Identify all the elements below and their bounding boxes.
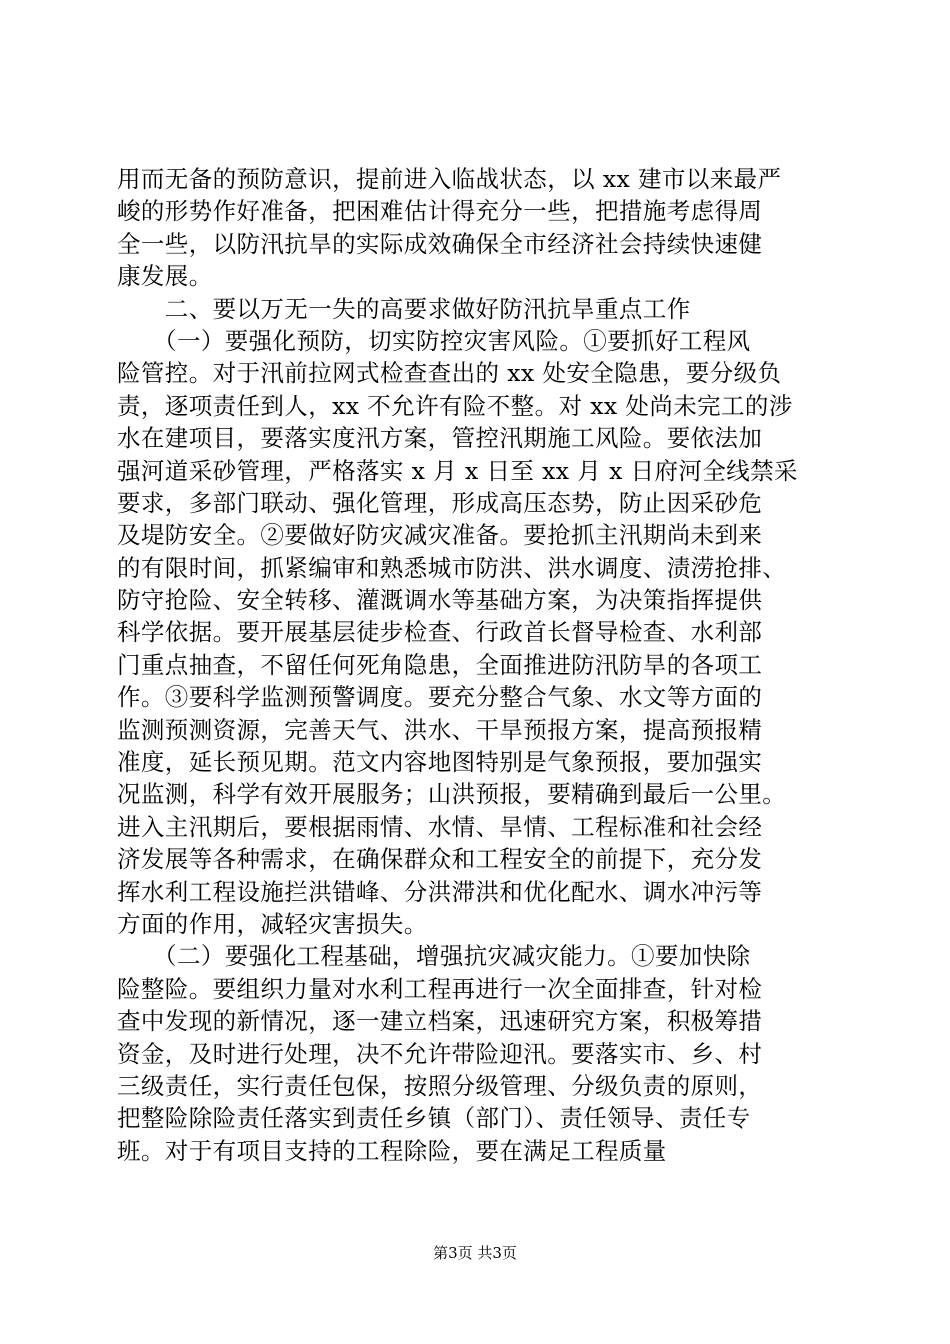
text-line: 查中发现的新情况，逐一建立档案，迅速研究方案，积极筹措 [117,1007,763,1036]
text-line: 济发展等各种需求，在确保群众和工程安全的前提下，充分发 [117,845,763,874]
text-line: 科学依据。要开展基层徒步检查、行政首长督导检查、水利部 [117,618,763,647]
text-line: 险整险。要组织力量对水利工程再进行一次全面排查，针对检 [117,974,763,1003]
text-line: 准度，延长预见期。范文内容地图特别是气象预报，要加强实 [117,748,763,777]
text-line: 三级责任，实行责任包保，按照分级管理、分级负责的原则， [117,1071,763,1100]
text-line: （一）要强化预防，切实防控灾害风险。①要抓好工程风 [117,326,751,355]
text-line: 康发展。 [117,262,213,291]
text-line: 况监测，科学有效开展服务；山洪预报，要精确到最后一公里。 [117,780,787,809]
text-line: 责，逐项责任到人，xx 不允许有险不整。对 xx 处尚未完工的涉 [117,391,793,420]
text-line: 峻的形势作好准备，把困难估计得充分一些，把措施考虑得周 [117,197,763,226]
text-line: 挥水利工程设施拦洪错峰、分洪滞洪和优化配水、调水冲污等 [117,877,763,906]
text-line: 监测预测资源，完善天气、洪水、干旱预报方案，提高预报精 [117,715,763,744]
text-line: 险管控。对于汛前拉网式检查查出的 xx 处安全隐患，要分级负 [117,359,782,388]
text-line: 二、要以万无一失的高要求做好防汛抗旱重点工作 [117,294,691,323]
text-line: 把整险除险责任落实到责任乡镇（部门）、责任领导、责任专 [117,1104,751,1133]
text-line: （二）要强化工程基础，增强抗灾减灾能力。①要加快除 [117,942,751,971]
text-line: 班。对于有项目支持的工程除险，要在满足工程质量 [117,1136,667,1165]
text-line: 强河道采砂管理，严格落实 x 月 x 日至 xx 月 x 日府河全线禁采 [117,456,798,485]
text-line: 用而无备的预防意识，提前进入临战状态，以 xx 建市以来最严 [117,165,782,193]
text-line: 要求，多部门联动、强化管理，形成高压态势，防止因采砂危 [117,488,763,517]
text-line: 作。③要科学监测预警调度。要充分整合气象、水文等方面的 [117,683,763,712]
document-body [117,163,837,1167]
text-line: 水在建项目，要落实度汛方案，管控汛期施工风险。要依法加 [117,424,763,453]
text-line: 门重点抽查，不留任何死角隐患，全面推进防汛防旱的各项工 [117,650,763,679]
text-line: 及堤防安全。②要做好防灾减灾准备。要抢抓主汛期尚未到来 [117,521,763,550]
text-line: 进入主汛期后，要根据雨情、水情、旱情、工程标准和社会经 [117,812,763,841]
page-footer: 第3页 共3页 [433,1244,517,1262]
text-line: 方面的作用，减轻灾害损失。 [117,909,428,938]
text-line: 的有限时间，抓紧编审和熟悉城市防洪、洪水调度、渍涝抢排、 [117,553,787,582]
text-line: 防守抢险、安全转移、灌溉调水等基础方案，为决策指挥提供 [117,586,763,615]
text-line: 资金，及时进行处理，决不允许带险迎汛。要落实市、乡、村 [117,1039,763,1068]
text-line: 全一些，以防汛抗旱的实际成效确保全市经济社会持续快速健 [117,229,763,258]
